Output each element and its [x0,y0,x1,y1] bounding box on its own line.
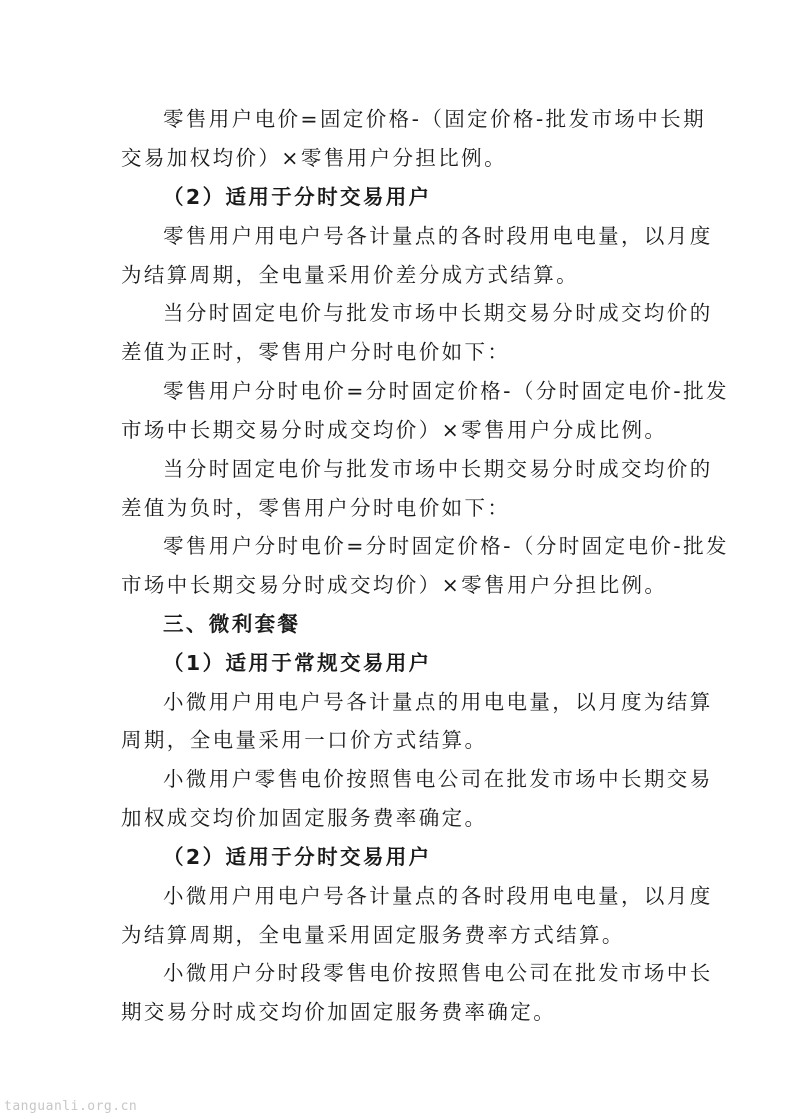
paragraph-line: 为结算周期，全电量采用价差分成方式结算。 [121,263,579,287]
subsection-heading: （1）适用于常规交易用户 [163,651,432,675]
paragraph-line: 期交易分时成交均价加固定服务费率确定。 [121,1000,557,1024]
paragraph-line: 差值为正时，零售用户分时电价如下： [121,340,511,364]
paragraph-line: 交易加权均价）×零售用户分担比例。 [121,146,507,170]
paragraph-line: 小微用户用电户号各计量点的各时段用电电量，以月度 [163,884,713,908]
paragraph-line: 当分时固定电价与批发市场中长期交易分时成交均价的 [163,301,713,325]
paragraph-line: 零售用户用电户号各计量点的各时段用电电量，以月度 [163,224,713,248]
formula-line: 零售用户分时电价=分时固定价格-（分时固定电价-批发 [163,534,729,558]
subsection-heading: （2）适用于分时交易用户 [163,845,432,869]
paragraph-line: 周期，全电量采用一口价方式结算。 [121,728,488,752]
paragraph-line: 市场中长期交易分时成交均价）×零售用户分担比例。 [121,573,668,597]
paragraph-line: 为结算周期，全电量采用固定服务费率方式结算。 [121,923,625,947]
site-watermark: tanguanli.org.cn [4,1099,138,1114]
subsection-heading: （2）适用于分时交易用户 [163,185,432,209]
paragraph-line: 小微用户用电户号各计量点的用电电量，以月度为结算 [163,690,713,714]
paragraph-line: 小微用户分时段零售电价按照售电公司在批发市场中长 [163,961,713,985]
paragraph-line: 加权成交均价加固定服务费率确定。 [121,806,488,830]
paragraph-line: 差值为负时，零售用户分时电价如下： [121,496,511,520]
formula-line: 零售用户电价=固定价格-（固定价格-批发市场中长期 [163,107,706,131]
section-heading: 三、微利套餐 [163,612,301,636]
paragraph-line: 当分时固定电价与批发市场中长期交易分时成交均价的 [163,457,713,481]
formula-line: 零售用户分时电价=分时固定价格-（分时固定电价-批发 [163,379,729,403]
paragraph-line: 小微用户零售电价按照售电公司在批发市场中长期交易 [163,767,713,791]
paragraph-line: 市场中长期交易分时成交均价）×零售用户分成比例。 [121,418,668,442]
